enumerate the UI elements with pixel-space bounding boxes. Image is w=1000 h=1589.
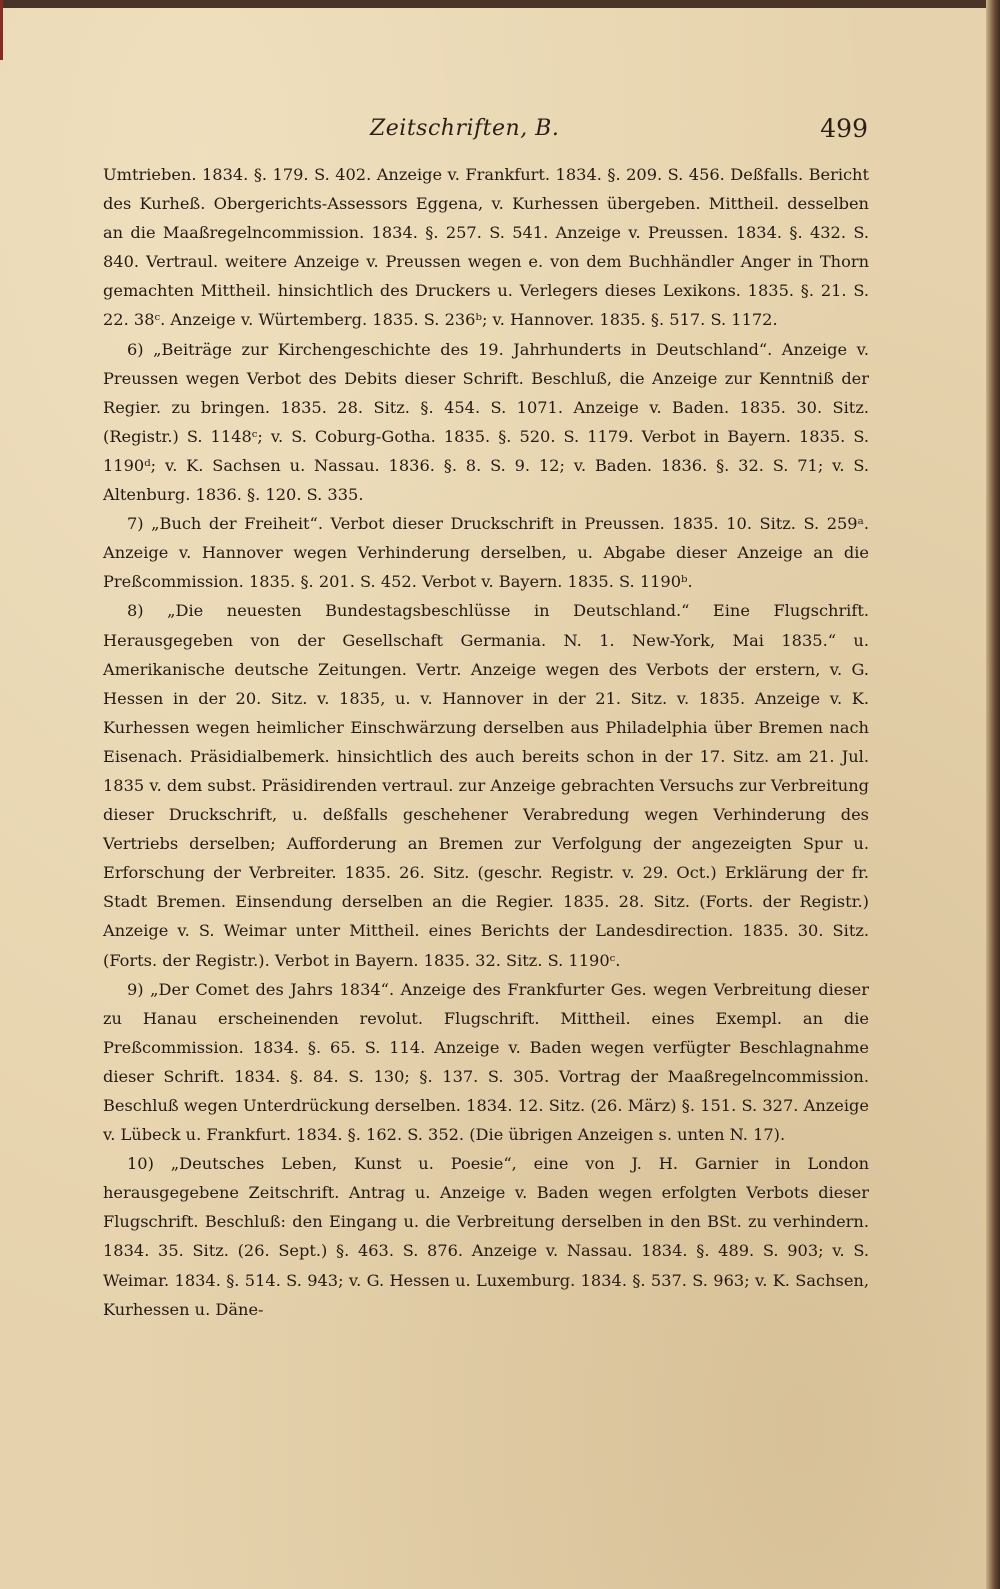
entry-6: 6) „Beiträge zur Kirchengeschichte des 19. Jahrhunderts in Deutschland“. Anzeige v. Preussen wegen Verbot des Debits dieser Schrift. Beschluß, die Anzeige zur Kenntniß der Regier. zu bringen. 1835. 28. Sitz. §. 454. S. 1071. Anzeige v. Baden. 1835. 30. Sitz. (Registr.) S. 1148ᶜ; v. S. Coburg-Gotha. 1835. §. 520. S. 1179. Verbot in Bayern. 1835. S. 1190ᵈ; v. K. Sachsen u. Nassau. 1836. §. 8. S. 9. 12; v. Baden. 1836. §. 32. S. 71; v. S. Altenburg. 1836. §. 120. S. 335.: [103, 339, 869, 505]
running-head: Zeitschriften, B.: [370, 116, 560, 141]
page-number: 499: [820, 114, 868, 143]
entry-9: 9) „Der Comet des Jahrs 1834“. Anzeige des Frankfurter Ges. wegen Verbreitung dieser zu Hanau erscheinenden revolut. Flugschrift. Mittheil. eines Exempl. an die Preßcommission. 1834. §. 65. S. 114. Anzeige v. Baden wegen verfügter Beschlagnahme dieser Schrift. 1834. §. 84. S. 130; §. 137. S. 305. Vortrag der Maaßregelncommission. Beschluß wegen Unterdrückung derselben. 1834. 12. Sitz. (26. März) §. 151. S. 327. Anzeige v. Lübeck u. Frankfurt. 1834. §. 162. S. 352. (Die übrigen Anzeigen s. unten N. 17).: [103, 979, 869, 1145]
page-header: [100, 112, 868, 152]
page-right-edge: [986, 0, 1000, 1589]
paragraph-continuation: Umtrieben. 1834. §. 179. S. 402. Anzeige v. Frankfurt. 1834. §. 209. S. 456. Deßfalls. Bericht des Kurheß. Obergerichts-Assessors Eggena, v. Kurhessen übergeben. Mittheil. desselben an die Maaßregelncommission. 1834. §. 257. S. 541. Anzeige v. Preussen. 1834. §. 432. S. 840. Vertraul. weitere Anzeige v. Preussen wegen e. von dem Buchhändler Anger in Thorn gemachten Mittheil. hinsichtlich des Druckers u. Verlegers dieses Lexikons. 1835. §. 21. S. 22. 38ᶜ. Anzeige v. Würtemberg. 1835. S. 236ᵇ; v. Hannover. 1835. §. 517. S. 1172.: [103, 165, 869, 330]
page-top-edge: [0, 0, 1000, 8]
page-body: [103, 160, 869, 1470]
entry-8: 8) „Die neuesten Bundestagsbeschlüsse in Deutschland.“ Eine Flugschrift. Herausgegeben von der Gesellschaft Germania. N. 1. New-York, Mai 1835.“ u. Amerikanische deutsche Zeitungen. Vertr. Anzeige wegen des Verbots der erstern, v. G. Hessen in der 20. Sitz. v. 1835, u. v. Hannover in der 21. Sitz. v. 1835. Anzeige v. K. Kurhessen wegen heimlicher Einschwärzung derselben aus Philadelphia über Bremen nach Eisenach. Präsidialbemerk. hinsichtlich des auch bereits schon in der 17. Sitz. am 21. Jul. 1835 v. dem subst. Präsidirenden vertraul. zur Anzeige gebrachten Versuchs zur Verbreitung dieser Druckschrift, u. deßfalls geschehener Verabredung wegen Verhinderung des Vertriebs derselben; Aufforderung an Bremen zur Verfolgung der angezeigten Spur u. Erforschung der Verbreiter. 1835. 26. Sitz. (geschr. Registr. v. 29. Oct.) Erklärung der fr. Stadt Bremen. Einsendung derselben an die Regier. 1835. 28. Sitz. (Forts. der Registr.) Anzeige v. S. Weimar unter Mittheil. eines Berichts der Landesdirection. 1835. 30. Sitz. (Forts. der Registr.). Verbot in Bayern. 1835. 32. Sitz. S. 1190ᶜ.: [103, 601, 869, 970]
binding-mark: [0, 0, 3, 60]
entry-7: 7) „Buch der Freiheit“. Verbot dieser Druckschrift in Preussen. 1835. 10. Sitz. S. 259ᵃ. Anzeige v. Hannover wegen Verhinderung derselben, u. Abgabe dieser Anzeige an die Preßcommission. 1835. §. 201. S. 452. Verbot v. Bayern. 1835. S. 1190ᵇ.: [103, 514, 869, 592]
entry-10: 10) „Deutsches Leben, Kunst u. Poesie“, eine von J. H. Garnier in London herausgegebene Zeitschrift. Antrag u. Anzeige v. Baden wegen erfolgten Verbots dieser Flugschrift. Beschluß: den Eingang u. die Verbreitung derselben in den BSt. zu verhindern. 1834. 35. Sitz. (26. Sept.) §. 463. S. 876. Anzeige v. Nassau. 1834. §. 489. S. 903; v. S. Weimar. 1834. §. 514. S. 943; v. G. Hessen u. Luxemburg. 1834. §. 537. S. 963; v. K. Sachsen, Kurhessen u. Däne-: [103, 1154, 869, 1319]
